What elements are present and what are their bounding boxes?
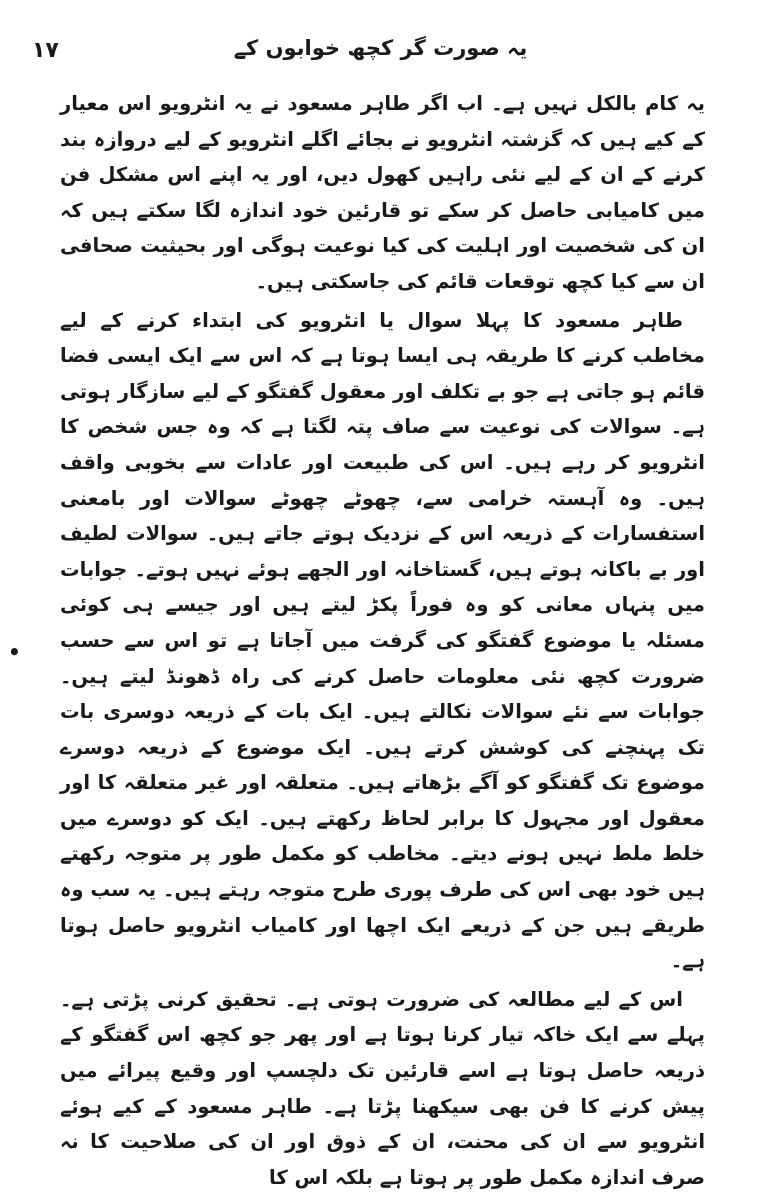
margin-dot-mark: • [8,640,21,664]
page-number: ١٧ [32,38,59,63]
page-body-text [60,86,705,1198]
paragraph-1: یہ کام بالکل نہیں ہے۔ اب اگر طاہر مسعود نے یہ انٹرویو اس معیار کے کیے ہیں کہ گزشتہ انٹرویو نے بجائے اگلے انٹرویو کے لیے دروازہ بند کرنے کے ان کے لیے نئی راہیں کھول دیں، اور یہ اپنے اس مشکل فن میں کامیابی حاصل کر سکے تو قارئین خود اندازہ لگا سکتے ہیں کہ ان کی شخصیت اور اہلیت کی کیا نوعیت ہوگی اور بحیثیت صحافی ان سے کیا کچھ توقعات قائم کی جاسکتی ہیں۔ [60,92,705,293]
paragraph-3: اس کے لیے مطالعہ کی ضرورت ہوتی ہے۔ تحقیق کرنی پڑتی ہے۔ پہلے سے ایک خاکہ تیار کرنا ہوتا ہے اور پھر جو کچھ اس گفتگو کے ذریعہ حاصل ہوتا ہے اسے قارئین تک دلچسپ اور وقیع پیرائے میں پیش کرنے کا فن بھی سیکھنا پڑتا ہے۔ طاہر مسعود کے کیے ہوئے انٹرویو سے ان کی محنت، ان کے ذوق اور ان کی صلاحیت کا نہ صرف اندازہ مکمل طور پر ہوتا ہے بلکہ اس کا [60,987,705,1189]
running-header-title: یہ صورت گر کچھ خوابوں کے [233,36,528,60]
paragraph-2: طاہر مسعود کا پہلا سوال یا انٹرویو کی ابتداء کرنے کے لیے مخاطب کرنے کا طریقہ ہی ایسا ہوتا ہے کہ اس سے ایک ایسی فضا قائم ہو جاتی ہے جو بے تکلف اور معقول گفتگو کے لیے سازگار ہوتی ہے۔ سوالات کی نوعیت سے صاف پتہ لگتا ہے کہ وہ جس شخص کا انٹرویو کر رہے ہیں۔ اس کی طبیعت اور عادات سے بخوبی واقف ہیں۔ وہ آہستہ خرامی سے، چھوٹے چھوٹے سوالات اور بامعنی استفسارات کے ذریعہ اس کے نزدیک ہوتے جاتے ہیں۔ سوالات لطیف اور بے باکانہ ہوتے ہیں، گستاخانہ اور الجھے ہوئے نہیں ہوتے۔ جوابات میں پنہاں معانی کو وہ فوراً پکڑ لیتے ہیں اور جیسے ہی کوئی مسئلہ یا موضوع گفتگو کی گرفت میں آجاتا ہے تو اس سے حسب ضرورت کچھ نئی معلومات حاصل کرنے کی راہ ڈھونڈ لیتے ہیں۔ جوابات سے نئے سوالات نکالتے ہیں۔ ایک بات کے ذریعہ دوسری بات تک پہنچنے کی کوشش کرتے ہیں۔ ایک موضوع کے ذریعہ دوسرے موضوع تک گفتگو کو آگے بڑھاتے ہیں۔ متعلقہ اور غیر متعلقہ کا اور معقول اور مجہول کا برابر لحاظ رکھتے ہیں۔ ایک کو دوسرے میں خلط ملط نہیں ہونے دیتے۔ مخاطب کو مکمل طور پر متوجہ رکھتے ہیں خود بھی اس کی طرف پوری طرح متوجہ رہتے ہیں۔ یہ سب وہ طریقے ہیں جن کے ذریعے ایک اچھا اور کامیاب انٹرویو حاصل ہوتا ہے۔ [60,308,705,973]
